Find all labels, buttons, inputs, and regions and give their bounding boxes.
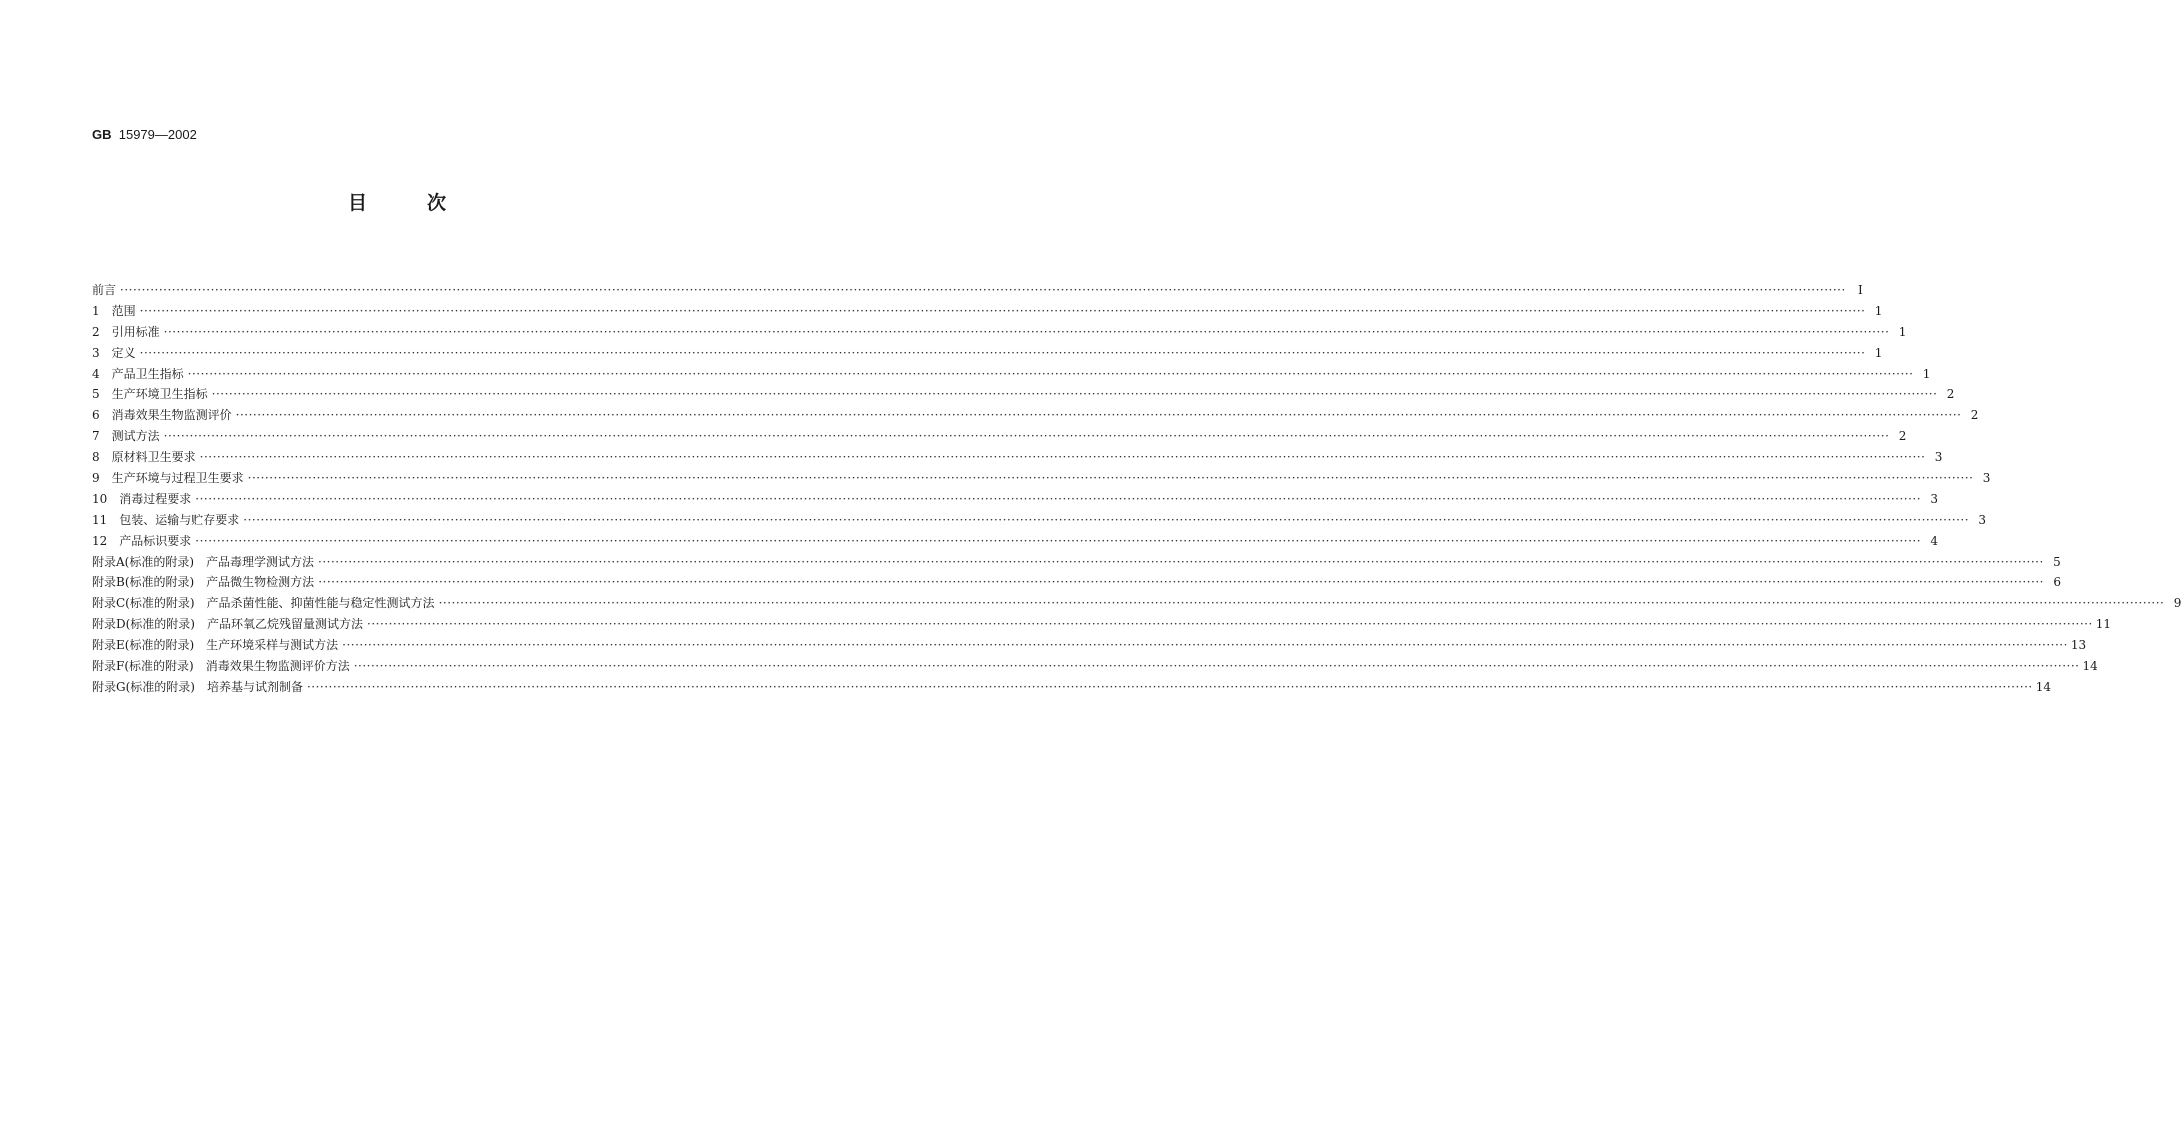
toc-leader-dots: ················································································································································································································································································································································································································	[163, 429, 1890, 444]
toc-entry-1[interactable]	[92, 301, 1883, 322]
toc-entry-label: 12 产品标识要求	[92, 533, 192, 548]
toc-entry-label: 附录F(标准的附录) 消毒效果生物监测评价方法	[92, 659, 350, 674]
toc-leader-dots: ················································································································································································································································································································································································································	[318, 575, 2044, 590]
toc-leader-dots: ················································································································································································································································································································································································································	[367, 617, 2093, 632]
toc-entry-page: 2	[1970, 408, 1979, 423]
toc-entry-page: 3	[1934, 450, 1943, 465]
toc-leader-dots: ················································································································································································································································································································································································································	[199, 450, 1926, 465]
toc-entry-page: 11	[2095, 617, 2112, 632]
toc-entry-label: 附录A(标准的附录) 产品毒理学测试方法	[92, 554, 315, 569]
toc-entry-9[interactable]	[92, 468, 1991, 489]
toc-leader-dots: ················································································································································································································································································································································································································	[139, 303, 1866, 318]
toc-leader-dots: ················································································································································································································································································································································································································	[353, 659, 2080, 674]
toc-entry-preface[interactable]	[92, 280, 1863, 301]
toc-entry-2[interactable]	[92, 322, 1907, 343]
toc-entry-4[interactable]	[92, 364, 1931, 385]
toc-entry-label: 附录D(标准的附录) 产品环氧乙烷残留量测试方法	[92, 617, 363, 632]
toc-entry-page: 9	[2173, 596, 2181, 611]
standard-code	[92, 127, 197, 142]
toc-entry-label: 6 消毒效果生物监测评价	[92, 408, 232, 423]
toc-entry-label: 9 生产环境与过程卫生要求	[92, 471, 244, 486]
toc-entry-6[interactable]	[92, 405, 1979, 426]
toc-leader-dots: ················································································································································································································································································································································································································	[211, 387, 1938, 402]
toc-entry-page: 5	[2053, 554, 2061, 569]
toc-entry-label: 2 引用标准	[92, 324, 160, 339]
toc-entry-label: 附录G(标准的附录) 培养基与试剂制备	[92, 679, 303, 694]
table-of-contents	[92, 280, 2181, 698]
toc-entry-5[interactable]	[92, 384, 1955, 405]
toc-entry-label: 11 包装、运输与贮存要求	[92, 512, 240, 527]
toc-entry-12[interactable]	[92, 531, 1939, 552]
toc-entry-appendix-e[interactable]	[92, 635, 2087, 656]
standard-number: 15979—2002	[118, 127, 197, 142]
toc-leader-dots: ················································································································································································································································································································································································································	[139, 345, 1866, 360]
toc-leader-dots: ················································································································································································································································································································································································································	[163, 324, 1890, 339]
toc-entry-page: 4	[1930, 533, 1939, 548]
toc-leader-dots: ················································································································································································································································································································································································································	[235, 408, 1962, 423]
toc-entry-appendix-b[interactable]	[92, 572, 2061, 593]
toc-leader-dots: ················································································································································································································································································································································································································	[243, 512, 1970, 527]
toc-entry-page: 6	[2053, 575, 2061, 590]
toc-entry-page: 2	[1946, 387, 1955, 402]
toc-leader-dots: ················································································································································································································································································································································································································	[120, 283, 1846, 297]
toc-leader-dots: ················································································································································································································································································································································································································	[318, 554, 2044, 569]
toc-leader-dots: ················································································································································································································································································································································································································	[247, 471, 1974, 486]
toc-entry-page: 1	[1874, 303, 1883, 318]
toc-entry-label: 附录B(标准的附录) 产品微生物检测方法	[92, 575, 315, 590]
toc-entry-3[interactable]	[92, 343, 1883, 364]
toc-entry-page: 3	[1930, 491, 1939, 506]
toc-leader-dots: ················································································································································································································································································································································································································	[342, 638, 2068, 653]
toc-entry-page: 3	[1978, 512, 1987, 527]
toc-entry-label: 附录E(标准的附录) 生产环境采样与测试方法	[92, 638, 339, 653]
toc-entry-appendix-g[interactable]	[92, 677, 2052, 698]
toc-entry-page: 3	[1982, 471, 1991, 486]
toc-entry-page: I	[1858, 283, 1863, 297]
toc-entry-page: 14	[2082, 659, 2098, 674]
toc-entry-8[interactable]	[92, 447, 1943, 468]
toc-entry-label: 1 范围	[92, 303, 136, 318]
toc-entry-appendix-c[interactable]	[92, 593, 2181, 614]
toc-entry-label: 4 产品卫生指标	[92, 366, 184, 381]
toc-leader-dots: ················································································································································································································································································································································································································	[187, 366, 1914, 381]
toc-entry-10[interactable]	[92, 489, 1939, 510]
standard-prefix: GB	[92, 127, 112, 142]
toc-entry-label: 10 消毒过程要求	[92, 491, 192, 506]
toc-entry-appendix-f[interactable]	[92, 656, 2098, 677]
toc-entry-appendix-d[interactable]	[92, 614, 2112, 635]
page-title: 目次	[347, 192, 506, 214]
toc-entry-page: 1	[1874, 345, 1883, 360]
toc-entry-page: 14	[2035, 679, 2052, 694]
toc-entry-label: 8 原材料卫生要求	[92, 450, 196, 465]
toc-leader-dots: ················································································································································································································································································································································································································	[195, 491, 1922, 506]
toc-entry-label: 7 测试方法	[92, 429, 160, 444]
toc-entry-label: 附录C(标准的附录) 产品杀菌性能、抑菌性能与稳定性测试方法	[92, 596, 435, 611]
toc-entry-page: 1	[1922, 366, 1931, 381]
toc-entry-label: 3 定义	[92, 345, 136, 360]
toc-entry-label: 5 生产环境卫生指标	[92, 387, 208, 402]
toc-leader-dots: ················································································································································································································································································································································································································	[195, 533, 1922, 548]
toc-leader-dots: ················································································································································································································································································································································································································	[306, 679, 2033, 694]
toc-entry-label: 前言	[92, 283, 117, 297]
toc-entry-7[interactable]	[92, 426, 1907, 447]
toc-entry-page: 1	[1898, 324, 1907, 339]
toc-entry-appendix-a[interactable]	[92, 552, 2061, 573]
toc-leader-dots: ················································································································································································································································································································································································································	[438, 596, 2165, 611]
toc-entry-page: 13	[2070, 638, 2087, 653]
toc-entry-11[interactable]	[92, 510, 1987, 531]
toc-entry-page: 2	[1898, 429, 1907, 444]
